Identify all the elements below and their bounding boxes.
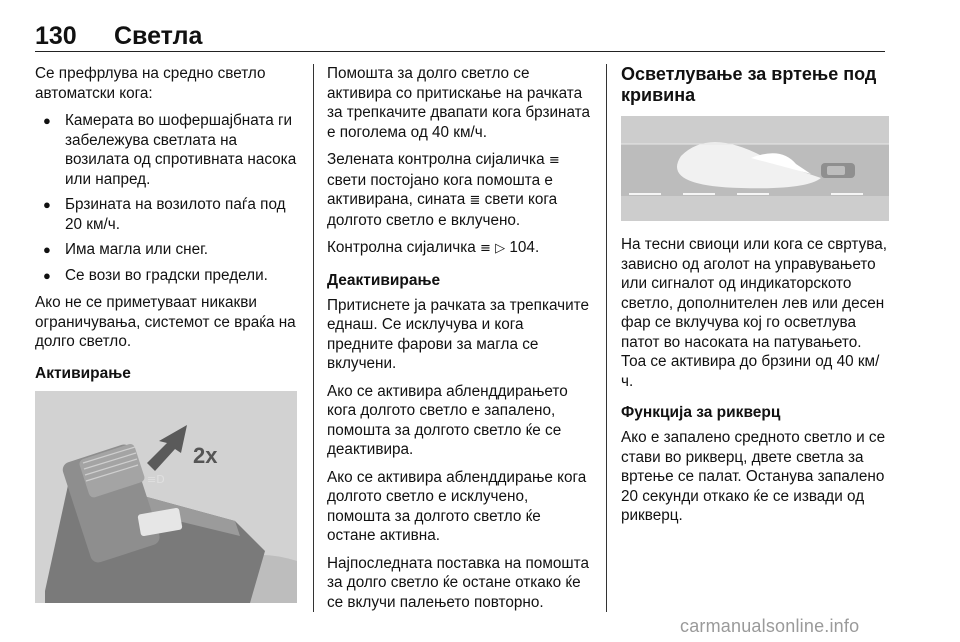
- list-item: ● Се вози во градски предели.: [35, 266, 297, 286]
- list-item: ● Брзината на возилото паѓа под 20 км/ч.: [35, 195, 297, 234]
- column-divider: [606, 64, 607, 612]
- body-text: Најпоследната поставка на помошта за долго светло ќе остане откако ќе се вклучи палењето повторно.: [327, 554, 589, 611]
- column-2: [327, 64, 592, 620]
- arrow-icon: ▷: [495, 241, 506, 256]
- list-item: ● Камерата во шофершајбната ги забележува светлата на возилата од спротивната насока или напред.: [35, 111, 297, 189]
- body-text-lamps: Зелената контролна сијаличка ≡ свети постојано кога помошта е активирана, сината ≣ свети кога долгото светло е вклучено.: [327, 151, 560, 229]
- watermark: carmanualsonline.info: [680, 616, 860, 636]
- heading-cornering: Осветлување за вртење под кривина: [621, 64, 877, 105]
- body-text: Ако се активира абленддирањето кога долгото светло е запалено, помошта за долгото светло ќе се деактивира.: [327, 382, 568, 458]
- press-twice-label: 2x: [193, 442, 218, 468]
- column-1: [35, 64, 297, 603]
- body-text: Ако е запалено средното светло и се стави во рикверц, двете светла за вртење се палат. Останува запалено 20 секунди откако ќе се извади од рикверц.: [621, 429, 886, 524]
- section-title: Светла: [114, 22, 203, 50]
- svg-text:≡D: ≡D: [147, 472, 165, 486]
- lever-illustration: [35, 391, 297, 603]
- road-svg: [621, 116, 889, 221]
- condition-list: [35, 111, 297, 285]
- body-text-reference: Контролна сијаличка ≡ ▷ 104.: [327, 239, 540, 256]
- body-text: Притиснете ја рачката за трепкачите еднаш. Се исклучува и кога предните фарови за магла се вклучени.: [327, 296, 590, 372]
- intro-text: Се префрлува на средно светло автоматски кога:: [35, 65, 266, 102]
- cornering-light-illustration: [621, 116, 889, 221]
- heading-reverse: Функција за рикверц: [621, 404, 781, 421]
- column-3: [621, 64, 889, 534]
- body-text: Ако не се приметуваат никакви ограничувања, системот се враќа на долго светло.: [35, 294, 296, 350]
- body-text: Помошта за долго светло се активира со притискање на рачката за трепкачите двапати кога брзината е поголема од 40 км/ч.: [327, 65, 591, 141]
- body-text: Ако се активира абленддирање кога долгото светло е исклучено, помошта за долгото светло ќе остане активна.: [327, 468, 587, 544]
- heading-activation: Активирање: [35, 364, 131, 382]
- page-number: 130: [35, 22, 77, 50]
- lever-svg: [35, 391, 297, 603]
- list-item: ● Има магла или снег.: [35, 240, 297, 260]
- green-lamp-icon: ≡: [480, 241, 491, 256]
- body-text: На тесни свиоци или кога се свртува, зависно од аголот на управувањето или сигналот од индикаторското светло, дополнителен лев или десен фар се вклучува кој го осветлува патот во насоката на патувањето. Тоа се активира до брзини од 40 км/ч.: [621, 236, 887, 390]
- green-lamp-icon: ≡: [548, 153, 560, 168]
- page-header: [35, 22, 885, 52]
- heading-deactivation: Деактивирање: [327, 271, 441, 289]
- header-rule: [35, 51, 885, 52]
- blue-lamp-icon: ≣: [469, 193, 481, 208]
- column-divider: [313, 64, 314, 612]
